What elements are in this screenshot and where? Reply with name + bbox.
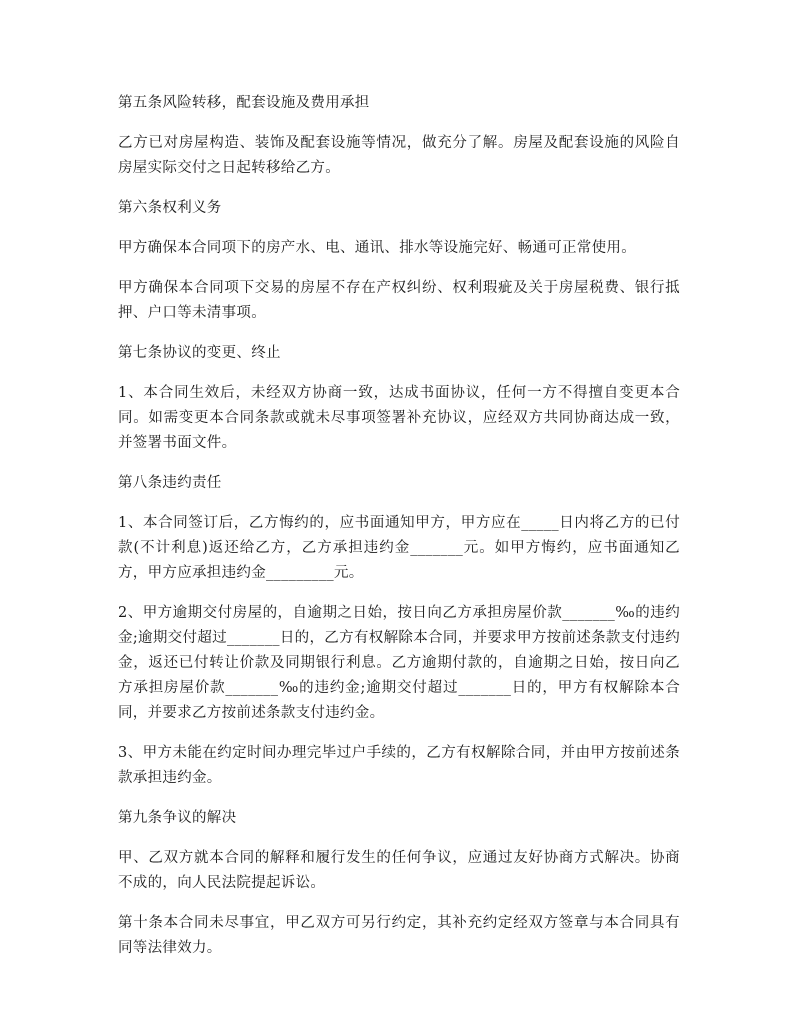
section-8-paragraph-2: 2、甲方逾期交付房屋的，自逾期之日始，按日向乙方承担房屋价款_______‰的违约金;逾期交付超过_______日的，乙方有权解除本合同，并要求甲方按前述条款支付违约金，返还已付转让价款及同期银行利息。乙方逾期付款的，自逾期之日始，按日向乙方承担房屋价款_______‰的违约金;逾期交付超过_______日的，甲方有权解除本合同，并要求乙方按前述条款支付违约金。: [118, 605, 680, 721]
section-8-title: 第八条违约责任: [118, 475, 222, 491]
section-9-paragraph-1: 甲、乙双方就本合同的解释和履行发生的任何争议，应通过友好协商方式解决。协商不成的，向人民法院提起诉讼。: [118, 850, 680, 891]
section-8-paragraph-1: 1、本合同签订后，乙方悔约的，应书面通知甲方，甲方应在_____日内将乙方的已付款(不计利息)返还给乙方，乙方承担违约金_______元。如甲方悔约，应书面通知乙方，甲方应承担违约金_________元。: [118, 515, 680, 581]
document-page: [118, 91, 680, 976]
section-6-title: 第六条权利义务: [118, 200, 222, 216]
section-6-paragraph-1: 甲方确保本合同项下的房产水、电、通讯、排水等设施完好、畅通可正常使用。: [118, 240, 636, 256]
section-8-paragraph-3: 3、甲方未能在约定时间办理完毕过户手续的，乙方有权解除合同，并由甲方按前述条款承担违约金。: [118, 745, 680, 786]
section-10-paragraph-1: 第十条本合同未尽事宜，甲乙双方可另行约定，其补充约定经双方签章与本合同具有同等法律效力。: [118, 915, 680, 956]
section-7-paragraph-1: 1、本合同生效后，未经双方协商一致，达成书面协议，任何一方不得擅自变更本合同。如需变更本合同条款或就未尽事项签署补充协议，应经双方共同协商达成一致，并签署书面文件。: [118, 385, 680, 451]
section-6-paragraph-2: 甲方确保本合同项下交易的房屋不存在产权纠纷、权利瑕疵及关于房屋税费、银行抵押、户口等未清事项。: [118, 280, 680, 321]
section-9-title: 第九条争议的解决: [118, 810, 237, 826]
section-7-title: 第七条协议的变更、终止: [118, 345, 281, 361]
section-5-paragraph-1: 乙方已对房屋构造、装饰及配套设施等情况，做充分了解。房屋及配套设施的风险自房屋实际交付之日起转移给乙方。: [118, 135, 680, 176]
section-5-title: 第五条风险转移，配套设施及费用承担: [118, 95, 370, 111]
